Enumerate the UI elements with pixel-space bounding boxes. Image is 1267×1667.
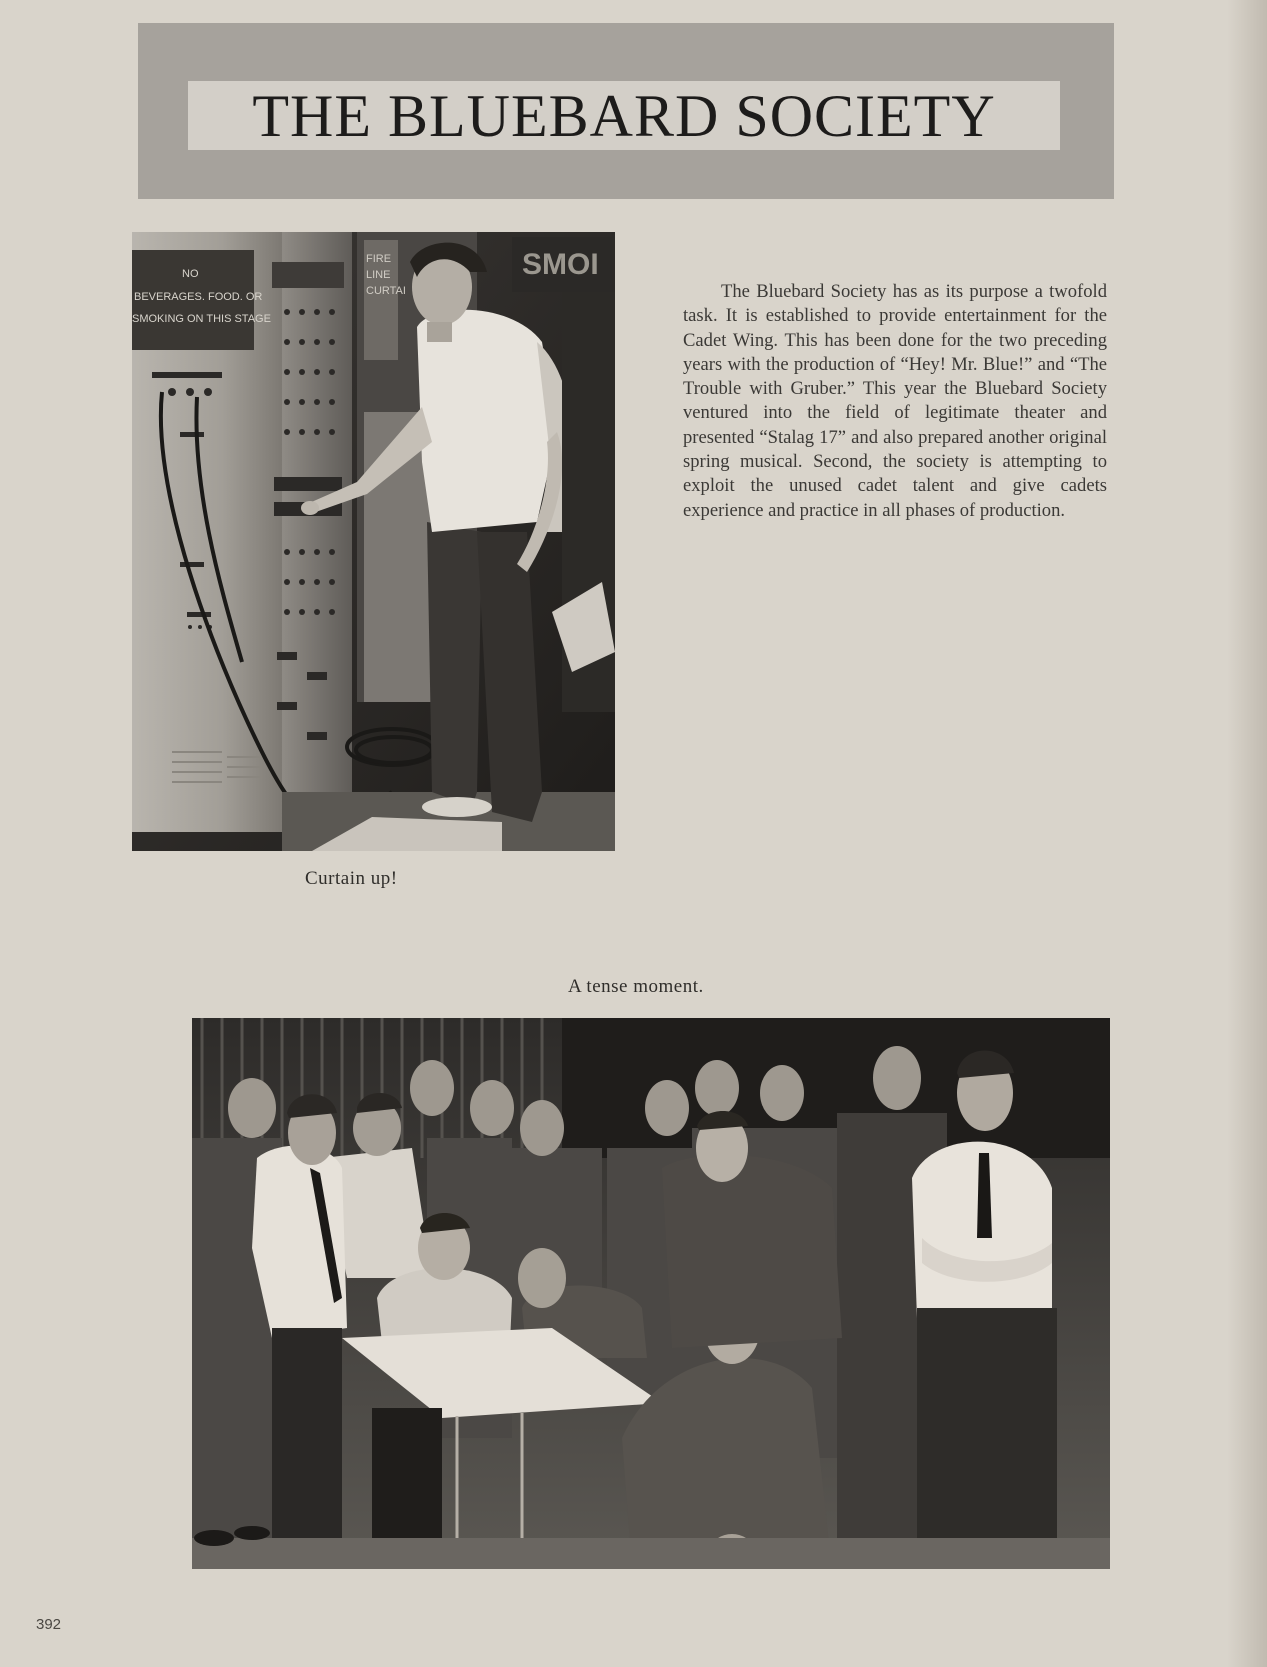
svg-text:BEVERAGES. FOOD. OR: BEVERAGES. FOOD. OR [134, 291, 263, 303]
group-of-cadets [192, 1046, 1110, 1569]
svg-text:FIRE: FIRE [366, 253, 392, 265]
background-sign-text: SMOI [522, 248, 599, 281]
svg-text:NO: NO [182, 268, 199, 280]
photo-caption-tense-moment: A tense moment. [568, 976, 704, 997]
page-number: 392 [36, 1616, 62, 1633]
photo-lighting-panel [132, 232, 615, 851]
photo-tense-moment [192, 1018, 1110, 1569]
photo-caption-curtain-up: Curtain up! [305, 868, 398, 889]
page-edge-shadow [1227, 0, 1267, 1667]
title-box [188, 81, 1060, 150]
svg-text:SMOKING ON THIS STAGE: SMOKING ON THIS STAGE [132, 313, 271, 325]
page-title: THE BLUEBARD SOCIETY [252, 82, 996, 149]
stage-warning-sign [132, 250, 271, 350]
background-sign [512, 237, 612, 292]
svg-text:CURTAI: CURTAI [366, 285, 406, 297]
article-paragraph: The Bluebard Society has as its purpose a twofold task. It is established to provide entertainment for the Cadet Wing. This has been done for the two preceding years with the production of “Hey! Mr. Blue!” and “The Trouble with Gruber.” This year the Bluebard Society ventured into the field of legitimate theater and presented “Stalag 17” and also prepared another original spring musical. Second, the society is attempting to exploit the unused cadet talent and give cadets experience and practice in all phases of production. [683, 281, 1107, 521]
svg-text:LINE: LINE [366, 269, 391, 281]
